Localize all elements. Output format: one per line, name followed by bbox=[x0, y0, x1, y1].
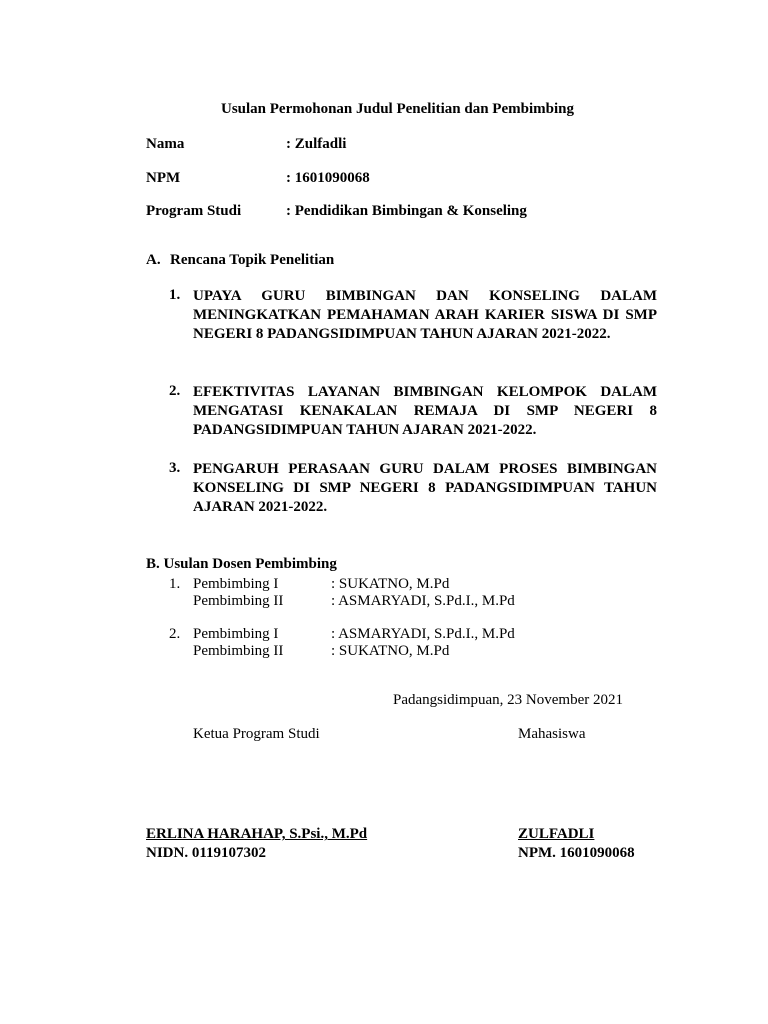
field-label: NPM bbox=[146, 170, 181, 186]
document-title: Usulan Permohonan Judul Penelitian dan Pembimbing bbox=[221, 101, 574, 117]
section-b-heading: B. Usulan Dosen Pembimbing bbox=[146, 556, 337, 572]
field-program-studi bbox=[146, 203, 527, 220]
advisor-role: Pembimbing I bbox=[193, 626, 279, 642]
topic-text: PENGARUH PERASAAN GURU DALAM PROSES BIMBINGAN KONSELING DI SMP NEGERI 8 PADANGSIDIMPUAN TAHUN AJARAN 2021-2022. bbox=[193, 461, 657, 515]
advisor-name: : ASMARYADI, S.Pd.I., M.Pd bbox=[331, 593, 515, 609]
advisor-option-number: 2. bbox=[169, 626, 181, 642]
signer-id-left: NIDN. 0119107302 bbox=[146, 845, 267, 861]
advisor-role: Pembimbing I bbox=[193, 576, 279, 592]
advisor-option-number: 1. bbox=[169, 576, 181, 592]
section-title: Rencana Topik Penelitian bbox=[170, 252, 335, 268]
field-npm bbox=[146, 170, 370, 187]
advisor-name: : SUKATNO, M.Pd bbox=[331, 643, 450, 659]
field-value: : 1601090068 bbox=[286, 170, 370, 186]
field-label: Nama bbox=[146, 136, 185, 152]
advisor-role: Pembimbing II bbox=[193, 593, 284, 609]
signer-role-left: Ketua Program Studi bbox=[193, 726, 320, 742]
place-date: Padangsidimpuan, 23 November 2021 bbox=[393, 692, 623, 708]
signer-name-left: ERLINA HARAHAP, S.Psi., M.Pd bbox=[146, 826, 368, 842]
signer-name-right: ZULFADLI bbox=[518, 826, 595, 842]
field-value: : Pendidikan Bimbingan & Konseling bbox=[286, 203, 527, 219]
section-a-heading bbox=[146, 252, 334, 269]
signer-id-right: NPM. 1601090068 bbox=[518, 845, 635, 861]
field-value: : Zulfadli bbox=[286, 136, 347, 152]
topic-number: 3. bbox=[169, 460, 181, 476]
advisor-role: Pembimbing II bbox=[193, 643, 284, 659]
field-nama bbox=[146, 136, 346, 153]
field-label: Program Studi bbox=[146, 203, 242, 219]
signer-role-right: Mahasiswa bbox=[518, 726, 586, 742]
section-letter: A. bbox=[146, 252, 161, 268]
advisor-name: : SUKATNO, M.Pd bbox=[331, 576, 450, 592]
topic-text: EFEKTIVITAS LAYANAN BIMBINGAN KELOMPOK DALAM MENGATASI KENAKALAN REMAJA DI SMP NEGERI 8 PADANGSIDIMPUAN TAHUN AJARAN 2021-2022. bbox=[193, 384, 657, 438]
topic-number: 2. bbox=[169, 383, 181, 399]
topic-number: 1. bbox=[169, 287, 181, 303]
advisor-name: : ASMARYADI, S.Pd.I., M.Pd bbox=[331, 626, 515, 642]
topic-text: UPAYA GURU BIMBINGAN DAN KONSELING DALAM MENINGKATKAN PEMAHAMAN ARAH KARIER SISWA DI SMP NEGERI 8 PADANGSIDIMPUAN TAHUN AJARAN 2021-2022. bbox=[193, 288, 657, 342]
